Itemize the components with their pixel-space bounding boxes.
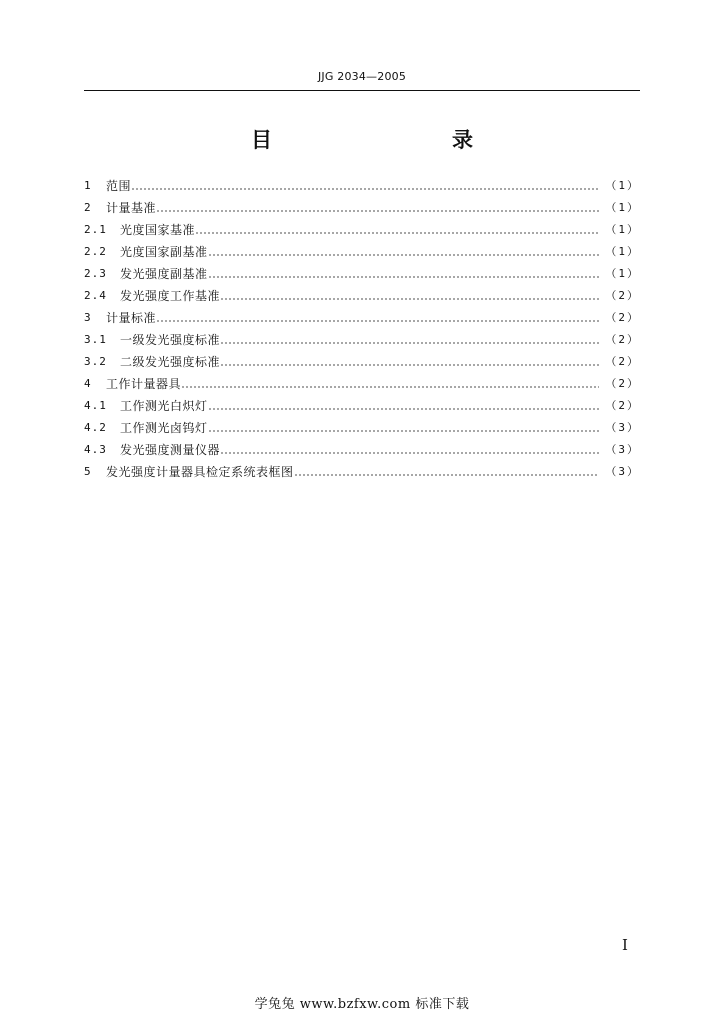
dot-leader [156,307,599,329]
dot-leader [195,219,599,241]
table-of-contents [84,175,640,483]
standard-code-header: JJG 2034—2005 [317,70,407,83]
toc-entry-page: （2） [605,355,640,368]
toc-entry[interactable] [84,439,640,461]
toc-entry-page: （3） [605,443,640,456]
dot-leader [156,197,599,219]
toc-entry[interactable] [84,395,640,417]
toc-entry-label: 工作测光白炽灯 [120,399,208,413]
toc-entry[interactable] [84,175,640,197]
toc-entry-label: 光度国家副基准 [120,245,208,259]
toc-entry[interactable] [84,241,640,263]
toc-entry-label: 发光强度副基准 [120,267,208,281]
page-number: I [622,936,628,954]
toc-entry-number: 2 [84,201,92,214]
toc-entry-page: （3） [605,421,640,434]
toc-entry-page: （2） [605,311,640,324]
toc-entry[interactable] [84,351,640,373]
toc-entry-page: （1） [605,245,640,258]
toc-entry[interactable] [84,417,640,439]
toc-entry-number: 2.3 [84,267,107,280]
toc-entry[interactable] [84,329,640,351]
toc-entry-number: 4 [84,377,92,390]
toc-entry-number: 4.3 [84,443,107,456]
toc-entry[interactable] [84,197,640,219]
toc-entry-label: 工作测光卤钨灯 [120,421,208,435]
toc-entry-page: （1） [605,201,640,214]
toc-entry-label: 范围 [106,179,132,193]
toc-entry-label: 计量基准 [106,201,157,215]
toc-entry-label: 二级发光强度标准 [120,355,221,369]
dot-leader [131,175,599,197]
dot-leader [220,329,599,351]
toc-entry-page: （2） [605,289,640,302]
footer-watermark: 学兔兔 www.bzfxw.com 标准下载 [254,997,470,1012]
toc-entry[interactable] [84,285,640,307]
toc-entry-page: （1） [605,223,640,236]
toc-entry-label: 发光强度计量器具检定系统表框图 [106,465,294,479]
dot-leader [220,285,599,307]
toc-entry[interactable] [84,263,640,285]
header-divider [84,90,640,91]
toc-entry-label: 一级发光强度标准 [120,333,221,347]
toc-entry-number: 3 [84,311,92,324]
toc-entry[interactable] [84,373,640,395]
dot-leader [208,241,600,263]
page-title: 目 录 [251,128,519,152]
dot-leader [208,263,600,285]
toc-entry-number: 4.2 [84,421,107,434]
toc-entry-page: （2） [605,333,640,346]
dot-leader [220,439,599,461]
toc-entry-label: 发光强度工作基准 [120,289,221,303]
toc-entry-label: 计量标准 [106,311,157,325]
toc-entry-page: （1） [605,267,640,280]
toc-entry-page: （2） [605,399,640,412]
toc-entry-number: 5 [84,465,92,478]
toc-entry-page: （3） [605,465,640,478]
dot-leader [220,351,599,373]
dot-leader [294,461,600,483]
toc-entry-number: 3.1 [84,333,107,346]
dot-leader [208,417,600,439]
toc-entry-number: 2.1 [84,223,107,236]
toc-entry-number: 2.2 [84,245,107,258]
toc-entry-label: 光度国家基准 [120,223,196,237]
toc-entry-page: （1） [605,179,640,192]
toc-entry-number: 4.1 [84,399,107,412]
dot-leader [208,395,600,417]
toc-entry-page: （2） [605,377,640,390]
toc-entry-number: 1 [84,179,92,192]
toc-entry-number: 2.4 [84,289,107,302]
toc-entry[interactable] [84,461,640,483]
toc-entry-label: 工作计量器具 [106,377,182,391]
toc-entry-label: 发光强度测量仪器 [120,443,221,457]
toc-entry[interactable] [84,219,640,241]
dot-leader [181,373,599,395]
toc-entry[interactable] [84,307,640,329]
toc-entry-number: 3.2 [84,355,107,368]
